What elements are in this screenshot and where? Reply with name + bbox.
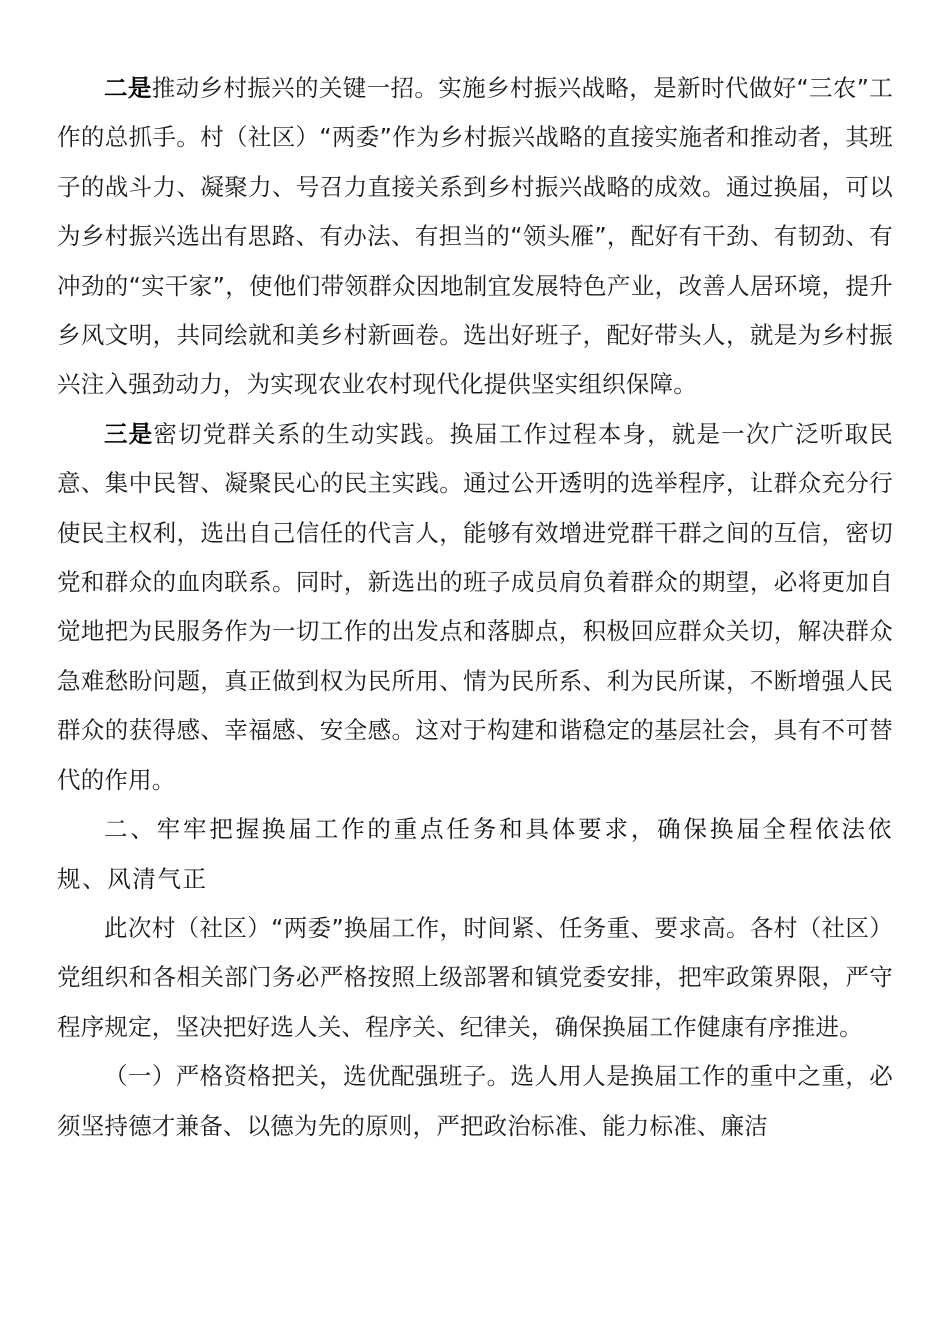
section-heading-text: 二、牢牢把握换届工作的重点任务和具体要求，确保换届全程依法依规、风清气正 xyxy=(57,815,893,893)
paragraph-body: 推动乡村振兴的关键一招。实施乡村振兴战略，是新时代做好“三农”工作的总抓手。村（社区）“两委”作为乡村振兴战略的直接实施者和推动者，其班子的战斗力、凝聚力、号召力直接关系到乡村振兴战略的成效。通过换届，可以为乡村振兴选出有思路、有办法、有担当的“领头雁”，配好有干劲、有韧劲、有冲劲的“实干家”，使他们带领群众因地制宜发展特色产业，改善人居环境，提升乡风文明，共同绘就和美乡村新画卷。选出好班子，配好带头人，就是为乡村振兴注入强劲动力，为实现农业农村现代化提供坚实组织保障。 xyxy=(57,74,894,399)
paragraph-lead: 二是 xyxy=(104,74,152,102)
document-page xyxy=(57,64,893,1151)
paragraph-qualification-check xyxy=(57,1052,893,1151)
paragraph-body: 此次村（社区）“两委”换届工作，时间紧、任务重、要求高。各村（社区）党组织和各相关部门务必严格按照上级部署和镇党委安排，把牢政策界限，严守程序规定，坚决把好选人关、程序关、纪律关，确保换届工作健康有序推进。 xyxy=(57,913,893,1041)
paragraph-rural-revitalization xyxy=(57,64,893,410)
paragraph-party-mass-relations xyxy=(57,410,893,805)
paragraph-body: （一）严格资格把关，选优配强班子。选人用人是换届工作的重中之重，必须坚持德才兼备、以德为先的原则，严把政治标准、能力标准、廉洁 xyxy=(57,1062,893,1140)
section-heading xyxy=(57,805,893,904)
paragraph-election-requirements xyxy=(57,904,893,1052)
paragraph-lead: 三是 xyxy=(104,419,154,448)
paragraph-body: 密切党群关系的生动实践。换届工作过程本身，就是一次广泛听取民意、集中民智、凝聚民心的民主实践。通过公开透明的选举程序，让群众充分行使民主权利，选出自己信任的代言人，能够有效增进党群干群之间的互信，密切党和群众的血肉联系。同时，新选出的班子成员肩负着群众的期望，必将更加自觉地把为民服务作为一切工作的出发点和落脚点，积极回应群众关切，解决群众急难愁盼问题，真正做到权为民所用、情为民所系、利为民所谋，不断增强人民群众的获得感、幸福感、安全感。这对于构建和谐稳定的基层社会，具有不可替代的作用。 xyxy=(57,419,893,794)
